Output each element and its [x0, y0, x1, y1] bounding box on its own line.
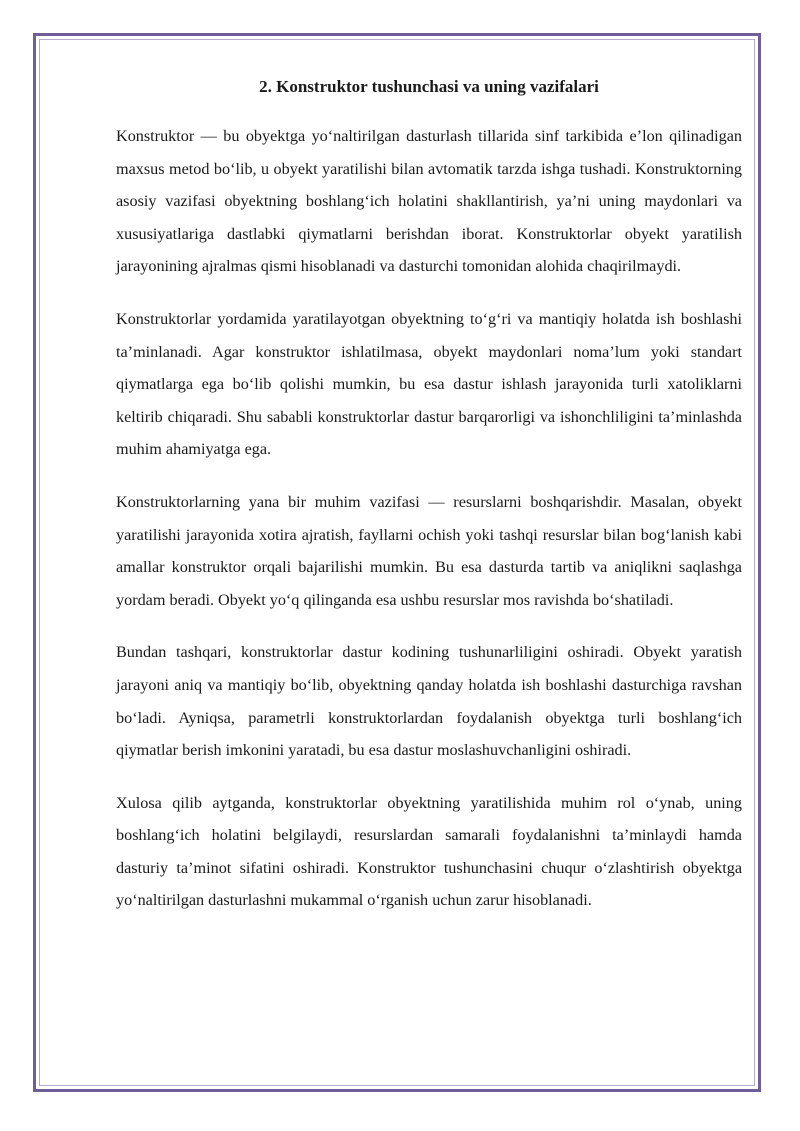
paragraph-4: Bundan tashqari, konstruktorlar dastur kodining tushunarliligini oshiradi. Obyekt yaratish jarayoni aniq va mantiqiy bo‘lib, obyektning qanday holatda ish boshlashi dasturchiga ravshan bo‘ladi. Ayniqsa, parametrli konstruktorlardan foydalanish obyektga turli boshlang‘ich qiymatlar berish imkonini yaratadi, bu esa dastur moslashuvchanligini oshiradi.	[116, 643, 742, 760]
paragraph-2: Konstruktorlar yordamida yaratilayotgan obyektning to‘g‘ri va mantiqiy holatda ish boshlashi ta’minlanadi. Agar konstruktor ishlatilmasa, obyekt maydonlari noma’lum yoki standart qiymatlarga ega bo‘lib qolishi mumkin, bu esa dastur ishlash jarayonida turli xatoliklarni keltirib chiqaradi. Shu sababli konstruktorlar dastur barqarorligi va ishonchliligini ta’minlashda muhim ahamiyatga ega.	[116, 309, 742, 459]
paragraph-5: Xulosa qilib aytganda, konstruktorlar obyektning yaratilishida muhim rol o‘ynab, uning boshlang‘ich holatini belgilaydi, resurslardan samarali foydalanishni ta’minlaydi hamda dasturiy ta’minot sifatini oshiradi. Konstruktor tushunchasini chuqur o‘zlashtirish obyektga yo‘naltirilgan dasturlashni mukammal o‘rganish uchun zarur hisoblanadi.	[116, 793, 742, 910]
document-body	[116, 72, 742, 937]
paragraph-3: Konstruktorlarning yana bir muhim vazifasi — resurslarni boshqarishdir. Masalan, obyekt yaratilishi jarayonida xotira ajratish, fayllarni ochish yoki tashqi resurslar bilan bog‘lanish kabi amallar konstruktor orqali bajarilishi mumkin. Bu esa dasturda tartib va aniqlikni saqlashga yordam beradi. Obyekt yo‘q qilinganda esa ushbu resurslar mos ravishda bo‘shatiladi.	[116, 492, 742, 609]
document-title: 2. Konstruktor tushunchasi va uning vazifalari	[259, 77, 599, 96]
paragraph-1: Konstruktor — bu obyektga yo‘naltirilgan dasturlash tillarida sinf tarkibida e’lon qilinadigan maxsus metod bo‘lib, u obyekt yaratilishi bilan avtomatik tarzda ishga tushadi. Konstruktorning asosiy vazifasi obyektning boshlang‘ich holatini shakllantirish, ya’ni uning maydonlari va xususiyatlariga dastlabki qiymatlarni berishdan iborat. Konstruktorlar obyekt yaratilish jarayonining ajralmas qismi hisoblanadi va dasturchi tomonidan alohida chaqirilmaydi.	[116, 127, 742, 276]
